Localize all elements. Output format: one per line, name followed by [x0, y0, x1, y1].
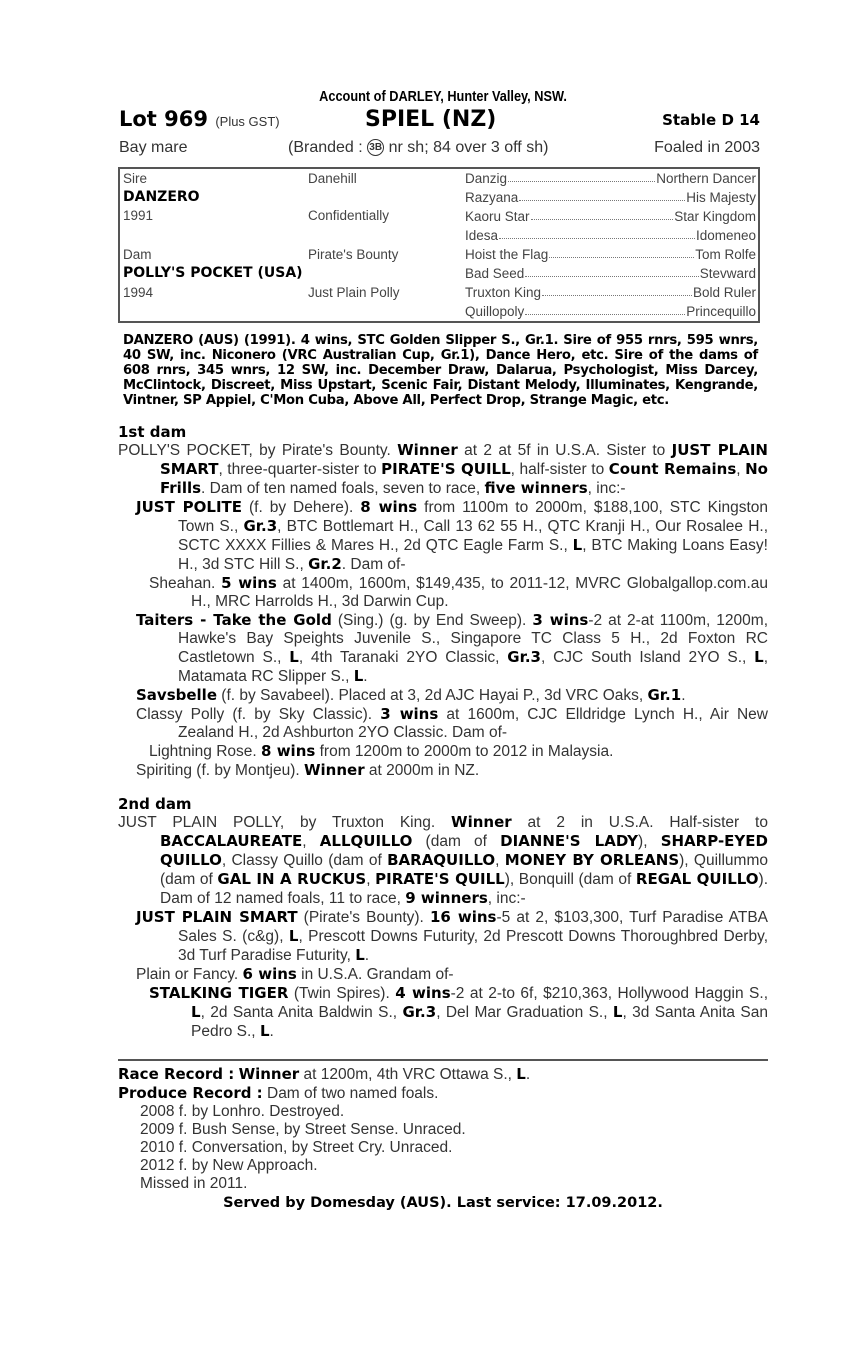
progeny-entry: POLLY'S POCKET, by Pirate's Bounty. Winner at 2 at 5f in U.S.A. Sister to JUST PLAIN SMART, three-quarter-sister to PIRATE'S QUILL, half-sister to Count Remains, No Frills. Dam of ten named foals, seven to race, five winners, inc:- [118, 441, 768, 497]
gp-right: Northern Dancer [656, 171, 756, 186]
race-record-listed: L [516, 1065, 526, 1083]
race-record [118, 1065, 768, 1084]
gp-left: Hoist the Flag [465, 247, 549, 262]
progeny-entry: Classy Polly (f. by Sky Classic). 3 wins at 1600m, CJC Elldridge Lynch H., Air New Zealand H., 2d Ashburton 2YO Classic. Dam of- [136, 705, 768, 741]
lot-number [119, 107, 280, 131]
gp-right: Idomeneo [695, 228, 756, 243]
color-sex: Bay mare [119, 139, 188, 156]
produce-item: 2010 f. Conversation, by Street Cry. Unraced. [140, 1139, 453, 1156]
gp-right: Stevward [699, 266, 756, 281]
served-by-note: Served by Domesday (AUS). Last service: 17.09.2012. [223, 1195, 663, 1211]
sire-summary: DANZERO (AUS) (1991). 4 wins, STC Golden Slipper S., Gr.1. Sire of 955 rnrs, 595 wnrs, 40 SW, inc. Niconero (VRC Australian Cup, Gr.1), Dance Hero, etc. Sire of the dams of 608 rnrs, 345 wnrs, 12 SW, inc. December Draw, Dalarua, Psychologist, Miss Darcey, McClintock, Discreet, Miss Upstart, Scenic Fair, Distant Melody, Illuminates, Kengrande, Vintner, SP Appiel, C'Mon Cuba, Above All, Perfect Drop, Strange Magic, etc. [123, 333, 758, 408]
produce-item: 2008 f. by Lonhro. Destroyed. [140, 1103, 345, 1120]
gp-right: Star Kingdom [674, 209, 756, 224]
section-divider [118, 1059, 768, 1061]
branded-suffix: nr sh; 84 over 3 off sh) [388, 139, 549, 156]
gp-right: Princequillo [686, 304, 756, 319]
produce-item: 2009 f. Bush Sense, by Street Sense. Unraced. [140, 1121, 466, 1138]
branded-prefix: (Branded : [288, 139, 363, 156]
produce-item: Missed in 2011. [140, 1175, 248, 1192]
progeny-entry: JUST PLAIN POLLY, by Truxton King. Winner at 2 in U.S.A. Half-sister to BACCALAUREATE, ALLQUILLO (dam of DIANNE'S LADY), SHARP-EYED QUILLO, Classy Quillo (dam of BARAQUILLO, MONEY BY ORLEANS), Quillummo (dam of GAL IN A RUCKUS, PIRATE'S QUILL), Bonquill (dam of REGAL QUILLO). Dam of 12 named foals, 11 to race, 9 winners, inc:- [118, 813, 768, 907]
foaled-year: Foaled in 2003 [654, 139, 760, 156]
grandparent-row [465, 285, 756, 300]
gp-left: Kaoru Star [465, 209, 530, 224]
race-record-label: Race Record : [118, 1065, 235, 1083]
brand-mark-icon: 3B [367, 139, 384, 156]
second-dam-heading: 2nd dam [118, 795, 192, 813]
gp-left: Razyana [465, 190, 519, 205]
stable-location: Stable D 14 [662, 111, 760, 129]
lot-label: Lot 969 [119, 107, 208, 131]
gp-left: Truxton King [465, 285, 542, 300]
progeny-entry: STALKING TIGER (Twin Spires). 4 wins-2 at 2-to 6f, $210,363, Hollywood Haggin S., L, 2d Santa Anita Baldwin S., Gr.3, Del Mar Graduation S., L, 3d Santa Anita San Pedro S., L. [149, 984, 769, 1040]
first-dam-body [118, 441, 768, 780]
produce-record-label: Produce Record : [118, 1084, 263, 1102]
produce-record [118, 1084, 768, 1103]
progeny-entry: Taiters - Take the Gold (Sing.) (g. by End Sweep). 3 wins-2 at 2-at 1100m, 1200m, Hawke's Bay Speights Juvenile S., Singapore TC Class 5 H., 2d Foxton RC Castletown S., L, 4th Taranaki 2YO Classic, Gr.3, CJC South Island 2YO S., L, Matamata RC Slipper S., L. [136, 611, 769, 685]
grandparent-row [465, 190, 756, 205]
dam-sire: Pirate's Bounty [308, 247, 399, 262]
grandparent-row [465, 247, 756, 262]
progeny-entry: Savsbelle (f. by Savabeel). Placed at 3, 2d AJC Hayai P., 3d VRC Oaks, Gr.1. [136, 686, 686, 704]
brand-info [288, 139, 548, 157]
gp-right: Tom Rolfe [695, 247, 756, 262]
gp-left: Quillopoly [465, 304, 525, 319]
pedigree-table [118, 167, 760, 323]
progeny-entry: JUST PLAIN SMART (Pirate's Bounty). 16 wins-5 at 2, $103,300, Turf Paradise ATBA Sales S. (c&g), L, Prescott Downs Futurity, 2d Prescott Downs Thoroughbred Derby, 3d Turf Paradise Futurity, L. [136, 908, 769, 964]
horse-description-row [118, 135, 768, 165]
dam-dam: Just Plain Polly [308, 285, 400, 300]
sire-label: Sire [123, 171, 148, 186]
dam-year: 1994 [123, 285, 154, 300]
progeny-entry: Spiriting (f. by Montjeu). Winner at 2000m in NZ. [136, 761, 480, 779]
race-record-end: . [525, 1066, 531, 1083]
produce-record-text: Dam of two named foals. [262, 1085, 439, 1102]
progeny-entry: Lightning Rose. 8 wins from 1200m to 2000m to 2012 in Malaysia. [149, 742, 614, 760]
lot-header-row [118, 107, 768, 135]
vendor-account: Account of DARLEY, Hunter Valley, NSW. [319, 88, 567, 105]
produce-item: 2012 f. by New Approach. [140, 1157, 318, 1174]
first-dam-heading: 1st dam [118, 423, 187, 441]
sire-name: DANZERO [123, 189, 200, 205]
gp-right: Bold Ruler [692, 285, 756, 300]
gp-left: Bad Seed [465, 266, 525, 281]
gp-left: Idesa [465, 228, 499, 243]
gp-right: His Majesty [686, 190, 756, 205]
sale-catalogue-page [118, 88, 768, 1211]
grandparent-row [465, 304, 756, 319]
grandparent-row [465, 228, 756, 243]
grandparent-row [465, 209, 756, 224]
grandparent-row [465, 171, 756, 186]
progeny-entry: Sheahan. 5 wins at 1400m, 1600m, $149,435, to 2011-12, MVRC Globalgallop.com.au H., MRC Harrolds H., 3d Darwin Cup. [149, 574, 769, 610]
lot-gst-note: (Plus GST) [215, 114, 280, 129]
dam-name: POLLY'S POCKET (USA) [123, 265, 303, 281]
dam-label: Dam [123, 247, 152, 262]
horse-name: SPIEL (NZ) [365, 107, 497, 132]
sire-sire: Danehill [308, 171, 357, 186]
progeny-entry: Plain or Fancy. 6 wins in U.S.A. Grandam of- [136, 965, 454, 983]
race-record-text: at 1200m, 4th VRC Ottawa S., [299, 1066, 517, 1083]
second-dam-body [118, 813, 768, 1041]
sire-year: 1991 [123, 208, 154, 223]
grandparent-row [465, 266, 756, 281]
race-record-winner: Winner [238, 1065, 300, 1083]
gp-left: Danzig [465, 171, 508, 186]
sire-dam: Confidentially [308, 208, 390, 223]
progeny-entry: JUST POLITE (f. by Dehere). 8 wins from 1100m to 2000m, $188,100, STC Kingston Town S., Gr.3, BTC Bottlemart H., Call 13 62 55 H., QTC Kranji H., Our Rosalee H., SCTC XXXX Fillies & Mares H., 2d QTC Eagle Farm S., L, BTC Making Loans Easy! H., 3d STC Hill S., Gr.2. Dam of- [136, 498, 768, 573]
